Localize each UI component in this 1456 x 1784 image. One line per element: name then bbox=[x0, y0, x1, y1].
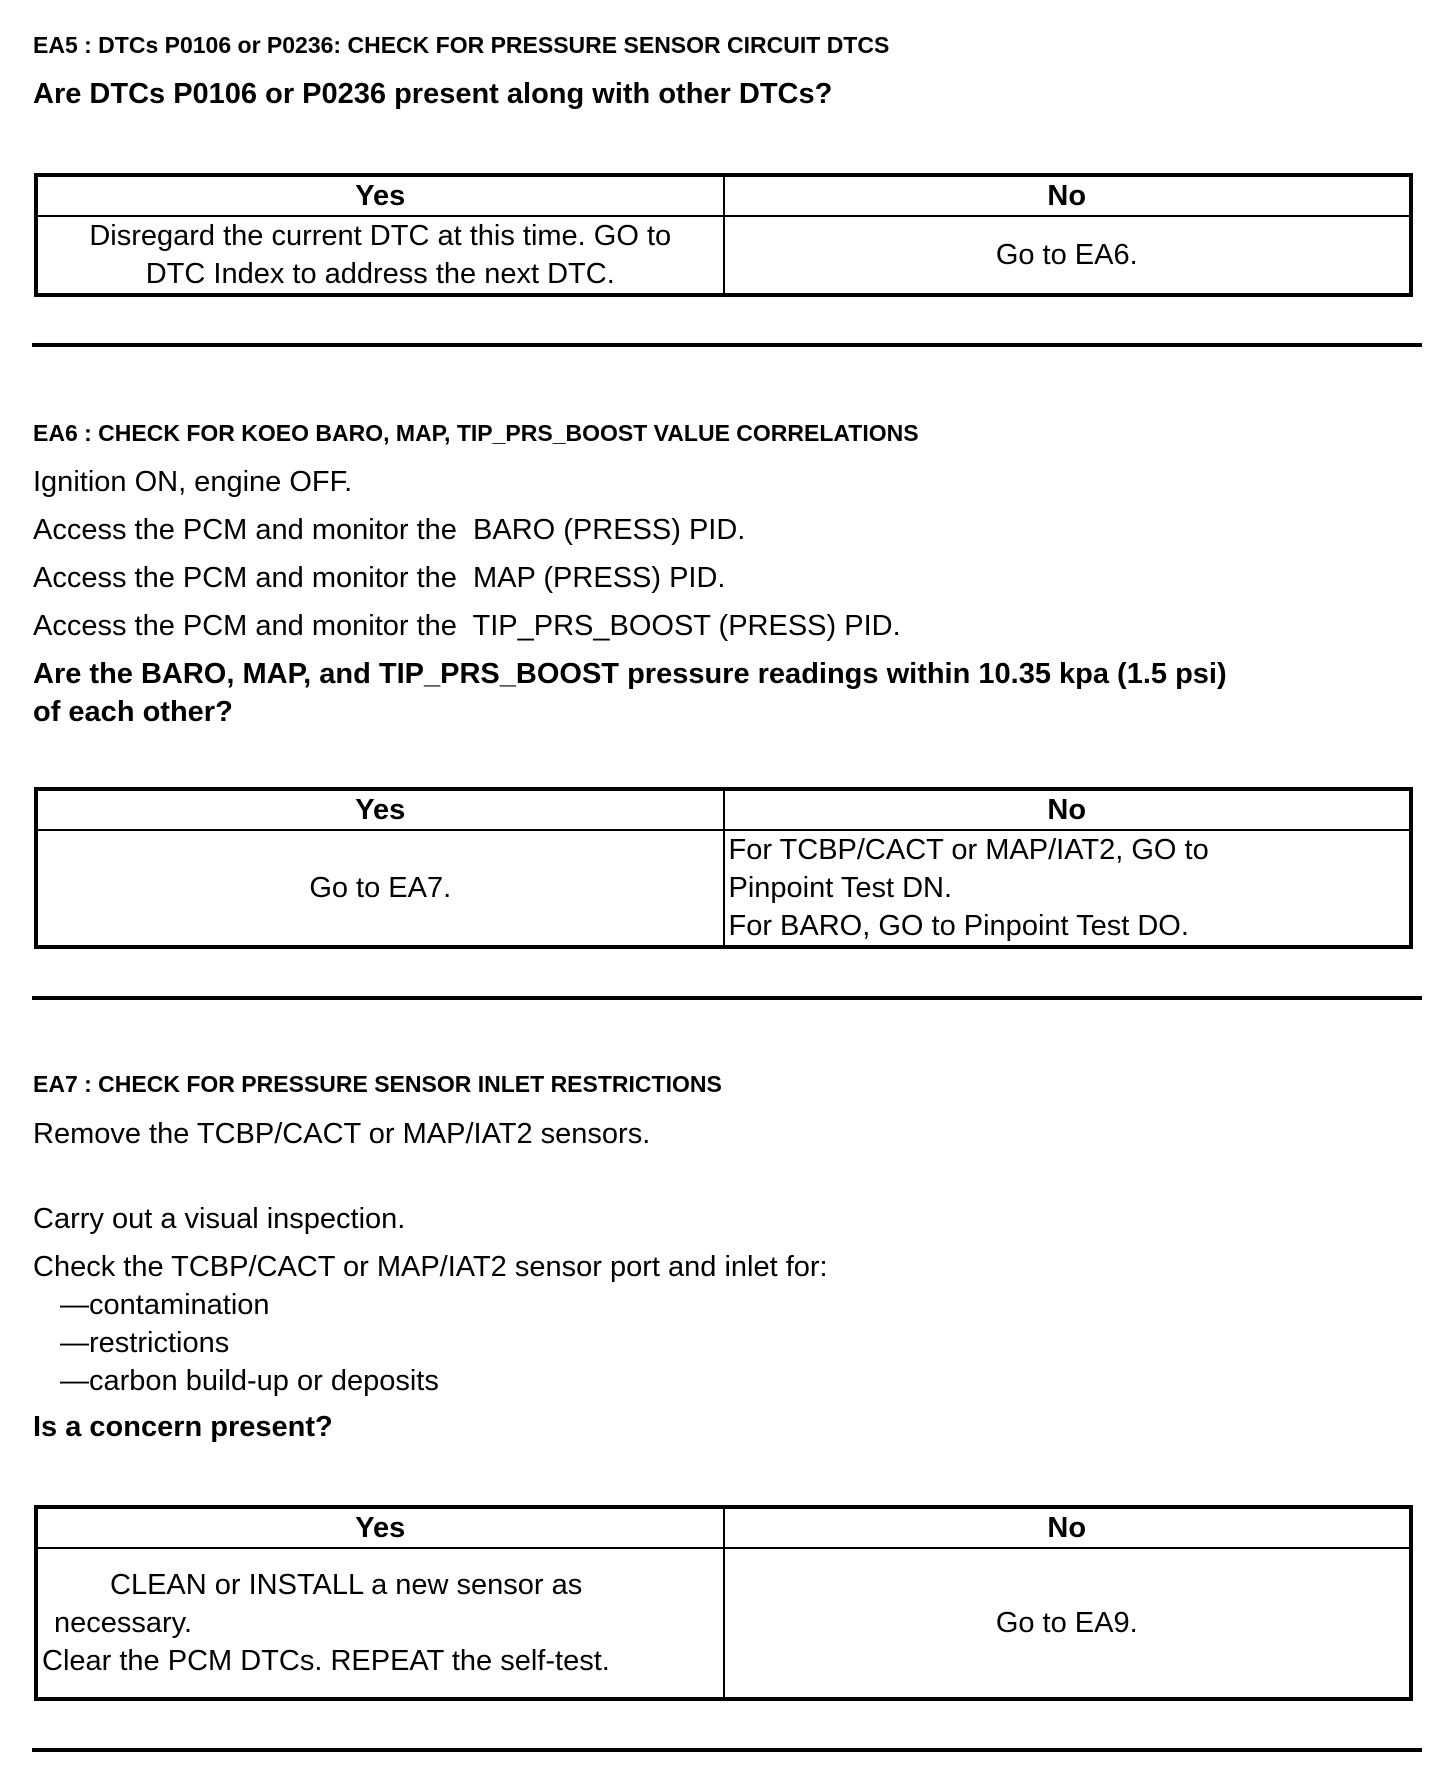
ea6-step: Access the PCM and monitor the TIP_PRS_BOOST (PRESS) PID. bbox=[33, 610, 901, 642]
yes-header: Yes bbox=[36, 789, 724, 830]
ea6-step: Access the PCM and monitor the BARO (PRESS) PID. bbox=[33, 514, 746, 546]
yes-header: Yes bbox=[36, 175, 724, 216]
ea7-bullet: —restrictions bbox=[60, 1327, 230, 1359]
yes-line: Clear the PCM DTCs. REPEAT the self-test. bbox=[42, 1645, 610, 1677]
ea5-question: Are DTCs P0106 or P0236 present along with other DTCs? bbox=[33, 78, 833, 110]
yes-line: necessary. bbox=[54, 1607, 193, 1639]
ea7-step: Carry out a visual inspection. bbox=[33, 1203, 406, 1235]
ea7-heading: EA7 : CHECK FOR PRESSURE SENSOR INLET RESTRICTIONS bbox=[33, 1071, 722, 1097]
no-line: For BARO, GO to Pinpoint Test DO. bbox=[728, 910, 1189, 942]
ea6-question: Are the BARO, MAP, and TIP_PRS_BOOST pressure readings within 10.35 kpa (1.5 psi) bbox=[33, 658, 1227, 690]
ea7-answer-table bbox=[34, 1505, 1413, 1701]
no-header: No bbox=[724, 175, 1412, 216]
no-line: Pinpoint Test DN. bbox=[728, 872, 953, 904]
yes-cell bbox=[36, 830, 724, 947]
no-header: No bbox=[724, 1507, 1412, 1548]
yes-line: Go to EA7. bbox=[309, 872, 452, 904]
no-cell bbox=[724, 216, 1412, 295]
no-cell bbox=[724, 1548, 1412, 1699]
section-divider bbox=[32, 1748, 1422, 1752]
no-cell bbox=[724, 830, 1412, 947]
ea6-question: of each other? bbox=[33, 696, 233, 728]
ea7-step: Remove the TCBP/CACT or MAP/IAT2 sensors. bbox=[33, 1118, 651, 1150]
no-line: Go to EA9. bbox=[995, 1607, 1138, 1639]
ea6-step: Access the PCM and monitor the MAP (PRESS) PID. bbox=[33, 562, 726, 594]
ea7-step: Check the TCBP/CACT or MAP/IAT2 sensor port and inlet for: bbox=[33, 1251, 828, 1283]
yes-header: Yes bbox=[36, 1507, 724, 1548]
ea6-heading: EA6 : CHECK FOR KOEO BARO, MAP, TIP_PRS_BOOST VALUE CORRELATIONS bbox=[33, 420, 919, 446]
ea6-answer-table bbox=[34, 787, 1413, 949]
ea5-heading: EA5 : DTCs P0106 or P0236: CHECK FOR PRESSURE SENSOR CIRCUIT DTCS bbox=[33, 32, 890, 58]
yes-line: CLEAN or INSTALL a new sensor as bbox=[110, 1569, 583, 1601]
no-header: No bbox=[724, 789, 1412, 830]
section-divider bbox=[32, 996, 1422, 1000]
ea7-bullet: —carbon build-up or deposits bbox=[60, 1365, 439, 1397]
yes-line: Disregard the current DTC at this time. GO to bbox=[89, 220, 672, 252]
yes-cell bbox=[36, 216, 724, 295]
ea7-question: Is a concern present? bbox=[33, 1411, 333, 1443]
section-divider bbox=[32, 343, 1422, 347]
no-line: For TCBP/CACT or MAP/IAT2, GO to bbox=[728, 834, 1209, 866]
ea6-step: Ignition ON, engine OFF. bbox=[33, 466, 353, 498]
ea7-bullet: —contamination bbox=[60, 1289, 270, 1321]
ea5-answer-table bbox=[34, 173, 1413, 297]
no-line: Go to EA6. bbox=[995, 239, 1138, 271]
yes-cell bbox=[36, 1548, 724, 1699]
yes-line: DTC Index to address the next DTC. bbox=[145, 258, 615, 290]
